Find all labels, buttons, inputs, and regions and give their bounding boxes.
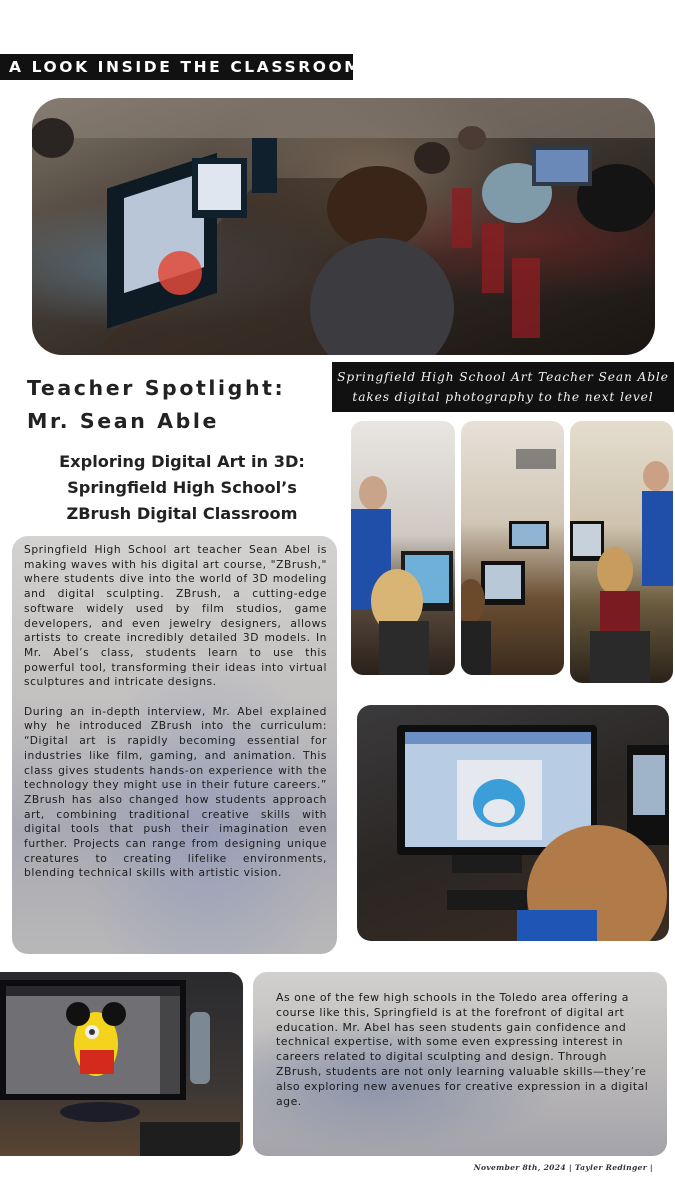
spotlight-title-line2: Mr. Sean Able xyxy=(27,409,220,433)
article-text-panel xyxy=(12,536,337,954)
article-subheadline xyxy=(32,449,332,527)
spotlight-title-line1: Teacher Spotlight: xyxy=(27,376,286,400)
subhead-line2: Springfield High School’s xyxy=(67,478,297,497)
teacher-photo-1 xyxy=(351,421,455,675)
subhead-line1: Exploring Digital Art in 3D: xyxy=(59,452,305,471)
section-banner xyxy=(0,54,363,80)
teacher-photo-2 xyxy=(461,421,564,675)
byline-footer: November 8th, 2024 | Tayler Redinger | xyxy=(473,1163,653,1172)
subhead-line3: ZBrush Digital Classroom xyxy=(66,504,298,523)
article-body xyxy=(24,543,327,896)
caption-line1: Springfield High School Art Teacher Sean Able xyxy=(337,370,669,384)
caption-line2: takes digital photography to the next level xyxy=(352,390,654,404)
closing-paragraph: As one of the few high schools in the Toledo area offering a course like this, Springfield is at the forefront of digital art education. Mr. Abel has seen students gain confidence and technical expertise, with some even expressing interest in careers related to digital sculpting and design. Through ZBrush, students are not only learning valuable skills—they’re also exploring new avenues for creative expression in a digital age. xyxy=(276,991,649,1108)
student-monitor-photo xyxy=(357,705,669,941)
hero-classroom-photo xyxy=(32,98,655,355)
spotlight-title xyxy=(27,372,327,438)
photo-caption xyxy=(332,362,674,412)
article-paragraph-2: During an in-depth interview, Mr. Abel explained why he introduced ZBrush into the curriculum: “Digital art is rapidly becoming essential for industries like film, gaming, and animation. This class gives students hands-on experience with the technology they might use in their future careers.” ZBrush has also changed how students approach art, combining traditional creative skills with digital tools that push their imagination even further. Projects can range from designing unique creatures to creating lifelike environments, blending technical skills with artistic vision. xyxy=(24,704,327,880)
minion-monitor-photo xyxy=(0,972,243,1156)
article-paragraph-1: Springfield High School art teacher Sean Abel is making waves with his digital art course, "ZBrush," where students dive into the world of 3D modeling and digital sculpting. ZBrush, a cutting-edge software widely used by film studios, game developers, and even jewelry designers, allows artists to create incredibly detailed 3D models. In Mr. Abel’s class, students learn to use this powerful tool, transforming their ideas into virtual sculptures and intricate designs. xyxy=(24,543,327,689)
closing-text-panel xyxy=(253,972,667,1156)
banner-text: A LOOK INSIDE THE CLASSROOM xyxy=(9,58,363,76)
teacher-photo-3 xyxy=(570,421,673,683)
